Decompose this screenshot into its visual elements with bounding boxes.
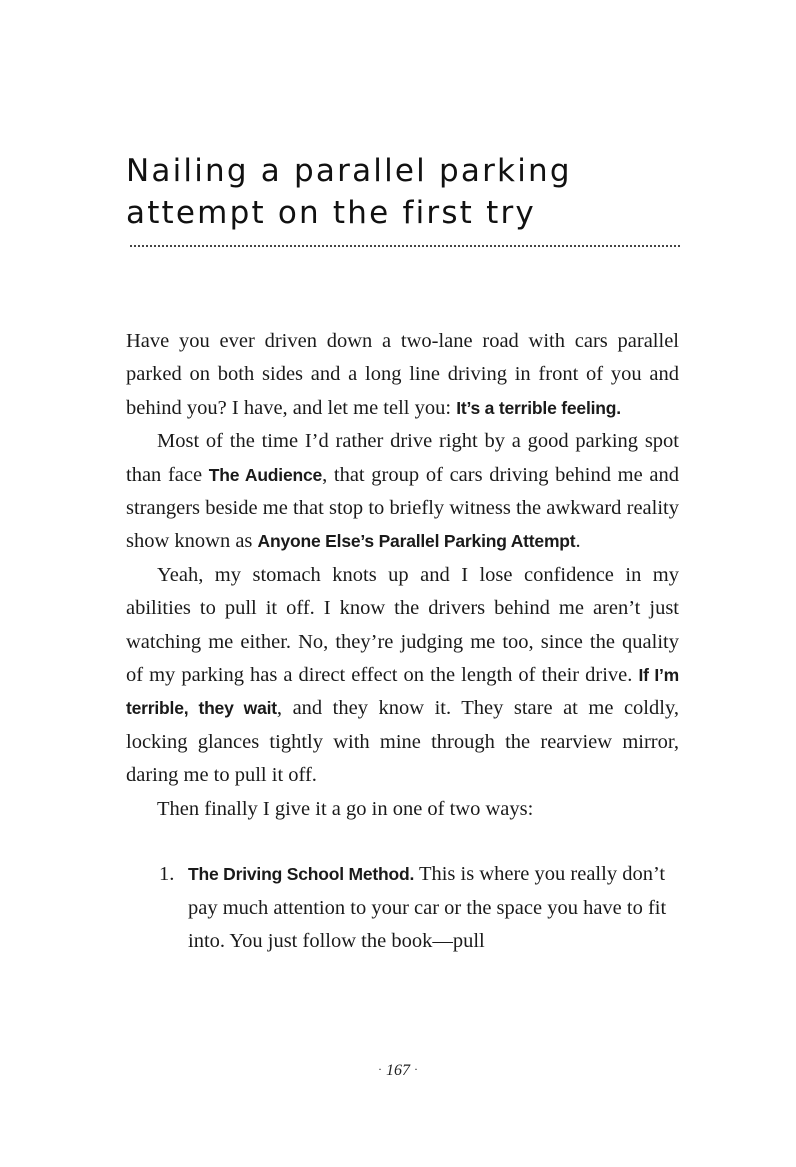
folio-dot-right: · — [414, 1062, 418, 1076]
paragraph-2-text-c: . — [575, 530, 581, 553]
paragraph-2-text-a: Most of the time I’d rather drive right by a good parking spot than face — [126, 430, 679, 486]
page-number: 167 — [386, 1062, 410, 1079]
method-list — [126, 858, 679, 958]
paragraph-3-text-a: Yeah, my stomach knots up and I lose confidence in my abilities to pull it off. I know the drivers behind me aren’t just watching me either. No, they’re judging me too, since the quality of my parking has a direct effect on the length of their drive. — [126, 563, 679, 687]
paragraph-3-text-b: , and they know it. They stare at me coldly, locking glances tightly with mine through the rearview mirror, daring me to pull it off. — [126, 697, 679, 787]
paragraph-2-text-b: , that group of cars driving behind me and strangers beside me that stop to briefly witness the awkward reality show known as — [126, 463, 679, 553]
paragraph-1 — [126, 325, 679, 425]
list-item-text: This is where you really don’t pay much attention to your car or the space you have to fit into. You just follow the book—pull — [188, 863, 667, 952]
list-item — [126, 858, 679, 958]
list-item-number: 1. — [159, 863, 175, 886]
dotted-title-rule — [130, 245, 680, 247]
paragraph-3 — [126, 559, 679, 793]
paragraph-2 — [126, 425, 679, 559]
chapter-title — [126, 150, 686, 234]
paragraph-2-emphasis-show: Anyone Else’s Parallel Parking Attempt — [257, 531, 576, 552]
paragraph-1-emphasis: It’s a terrible feeling. — [456, 397, 621, 418]
list-item-title: The Driving School Method. — [188, 864, 415, 885]
chapter-title-line-1: Nailing a parallel parking — [126, 153, 572, 189]
paragraph-3-emphasis: If I’m terrible, they wait — [126, 665, 680, 719]
paragraph-4: Then finally I give it a go in one of two ways: — [157, 797, 534, 820]
body-text — [126, 325, 679, 958]
paragraph-2-emphasis-audience: The Audience — [208, 464, 323, 485]
folio-dot-left: · — [378, 1062, 382, 1076]
paragraph-1-text: Have you ever driven down a two-lane road with cars parallel parked on both sides and a long line driving in front of you and behind you? I have, and let me tell you: — [126, 330, 679, 419]
page-folio — [0, 1062, 796, 1080]
chapter-title-line-2: attempt on the first try — [126, 195, 536, 231]
